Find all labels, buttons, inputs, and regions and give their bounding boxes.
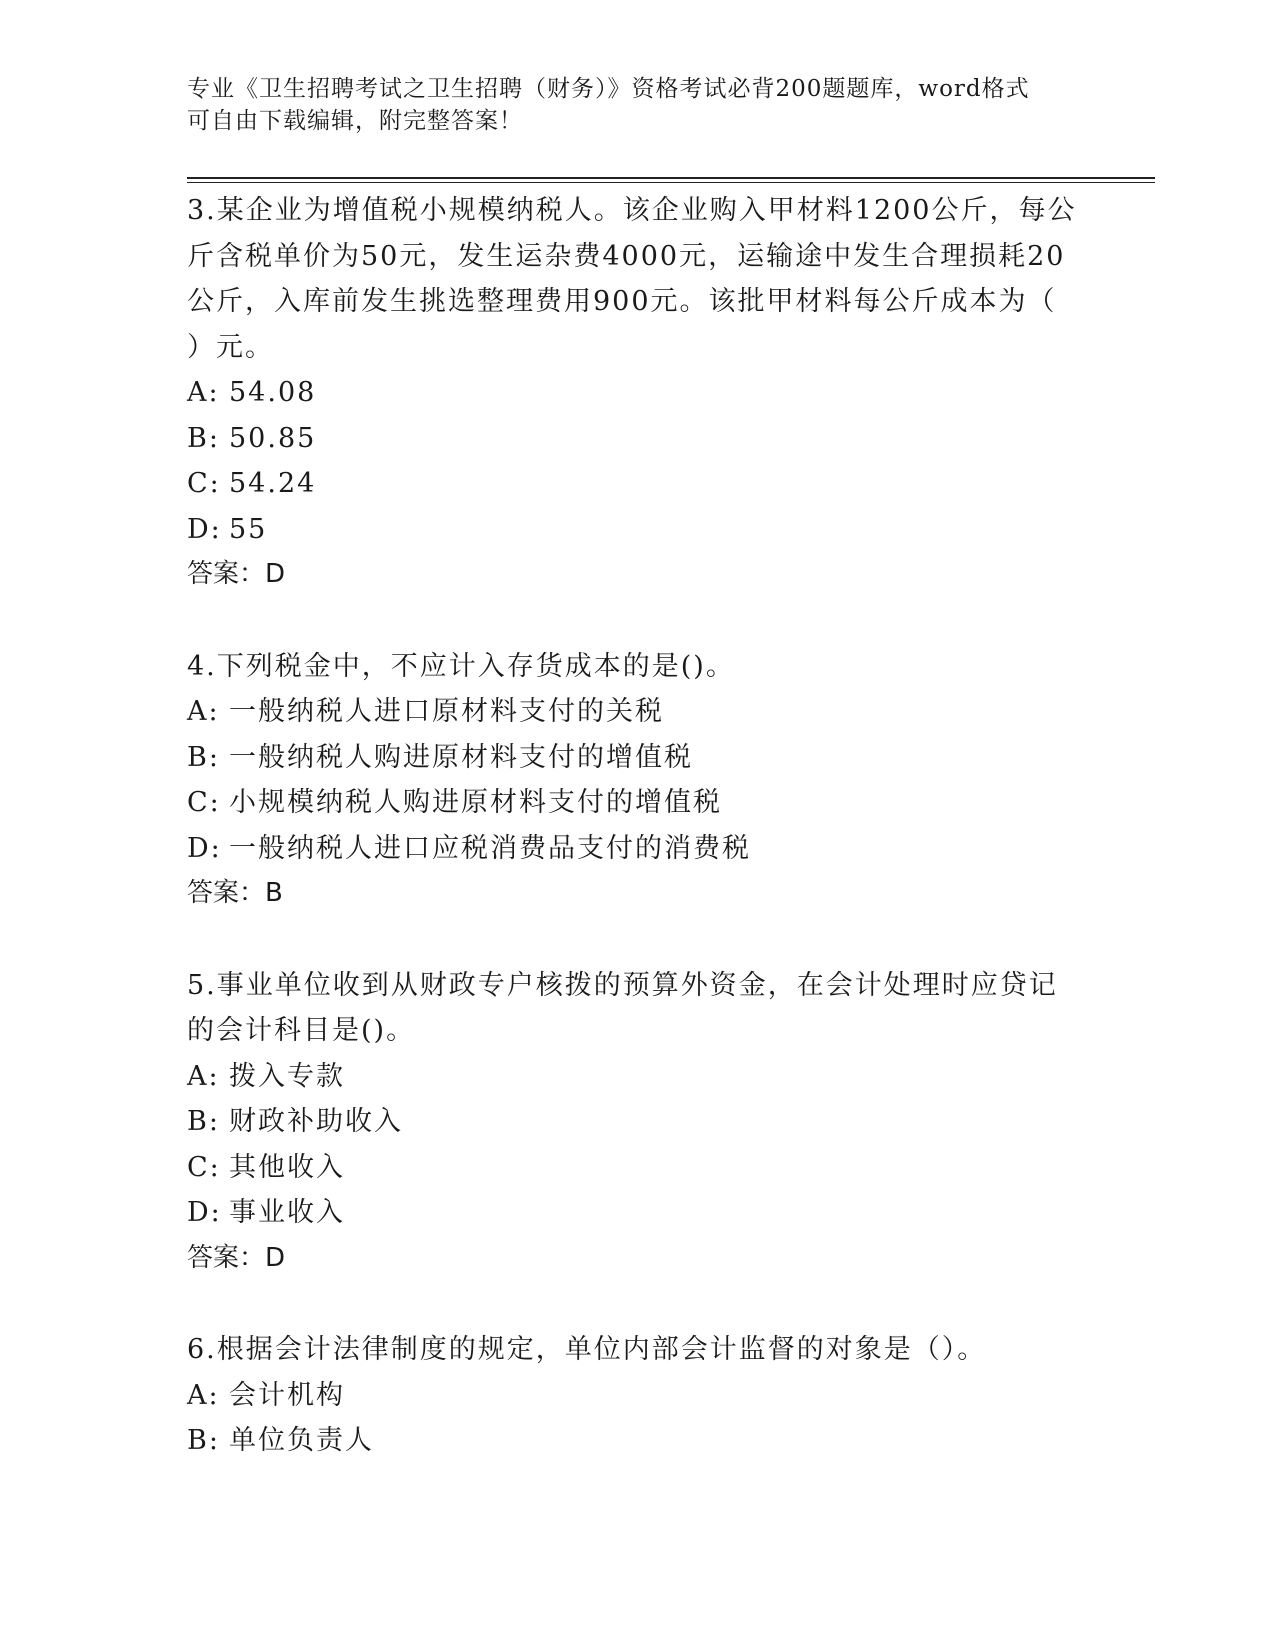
- header-divider-thin: [187, 182, 1155, 183]
- header-line-2: 可自由下载编辑，附完整答案！: [187, 108, 523, 134]
- header-divider-thick: [187, 177, 1155, 179]
- option-a: [187, 1373, 1087, 1419]
- option-text: 小规模纳税人购进原材料支付的增值税: [229, 787, 722, 818]
- option-text: 财政补助收入: [229, 1106, 403, 1137]
- option-a: [187, 689, 1087, 735]
- question-stem-line: 6.根据会计法律制度的规定，单位内部会计监督的对象是（）。: [187, 1334, 987, 1365]
- option-c: [187, 780, 1087, 826]
- option-d: [187, 826, 1087, 872]
- option-text: 54.08: [229, 377, 317, 408]
- question-5: [187, 963, 1087, 1282]
- option-text: 一般纳税人进口应税消费品支付的消费税: [229, 832, 751, 864]
- option-text: 54.24: [229, 468, 317, 499]
- question-stem-line: 4.下列税金中，不应计入存货成本的是()。: [187, 650, 735, 682]
- option-text: 一般纳税人进口原材料支付的关税: [229, 696, 664, 727]
- option-c: [187, 1145, 1087, 1191]
- answer-line: 答案：D: [187, 559, 286, 589]
- option-text: 单位负责人: [229, 1425, 374, 1456]
- option-text: 50.85: [229, 422, 317, 454]
- option-text: 拨入专款: [229, 1060, 345, 1092]
- option-letter: C:: [187, 1151, 221, 1183]
- option-letter: B:: [187, 1106, 220, 1137]
- option-letter: A:: [187, 377, 220, 408]
- option-d: [187, 507, 1087, 553]
- question-stem-line: ）元。: [187, 331, 274, 363]
- document-header: [187, 73, 1067, 137]
- spacer: [187, 1281, 1087, 1327]
- question-stem-line: 的会计科目是()。: [187, 1015, 416, 1046]
- question-6: [187, 1327, 1087, 1464]
- option-text: 其他收入: [229, 1151, 345, 1183]
- option-b: [187, 735, 1087, 781]
- option-letter: B:: [187, 741, 220, 773]
- option-text: 事业收入: [229, 1197, 345, 1228]
- option-b: [187, 416, 1087, 462]
- spacer: [187, 598, 1087, 644]
- option-letter: A:: [187, 1379, 220, 1411]
- option-letter: D:: [187, 513, 222, 545]
- option-a: [187, 370, 1087, 416]
- header-line-1: 专业《卫生招聘考试之卫生招聘（财务）》资格考试必背200题题库，word格式: [187, 76, 1030, 102]
- option-letter: A:: [187, 1060, 220, 1092]
- option-b: [187, 1418, 1087, 1464]
- option-d: [187, 1190, 1087, 1236]
- option-letter: C:: [187, 468, 221, 499]
- question-list: [187, 188, 1087, 1464]
- option-text: 会计机构: [229, 1379, 345, 1411]
- answer-line: 答案：D: [187, 1242, 286, 1273]
- question-4: [187, 644, 1087, 917]
- option-text: 55: [229, 513, 268, 545]
- option-text: 一般纳税人购进原材料支付的增值税: [229, 741, 693, 773]
- option-letter: D:: [187, 1197, 222, 1228]
- question-stem-line: 3.某企业为增值税小规模纳税人。该企业购入甲材料1200公斤，每公: [187, 195, 1077, 226]
- question-stem-line: 斤含税单价为50元，发生运杂费4000元，运输途中发生合理损耗20: [187, 240, 1066, 272]
- option-c: [187, 461, 1087, 507]
- answer-line: 答案：B: [187, 878, 283, 908]
- option-letter: A:: [187, 696, 220, 727]
- option-b: [187, 1099, 1087, 1145]
- option-letter: C:: [187, 787, 221, 818]
- option-letter: B:: [187, 1425, 220, 1456]
- question-stem-line: 公斤，入库前发生挑选整理费用900元。该批甲材料每公斤成本为（: [187, 286, 1057, 317]
- spacer: [187, 917, 1087, 963]
- option-letter: D:: [187, 832, 222, 864]
- option-a: [187, 1054, 1087, 1100]
- question-stem-line: 5.事业单位收到从财政专户核拨的预算外资金，在会计处理时应贷记: [187, 969, 1058, 1001]
- option-letter: B:: [187, 422, 220, 454]
- question-3: [187, 188, 1087, 598]
